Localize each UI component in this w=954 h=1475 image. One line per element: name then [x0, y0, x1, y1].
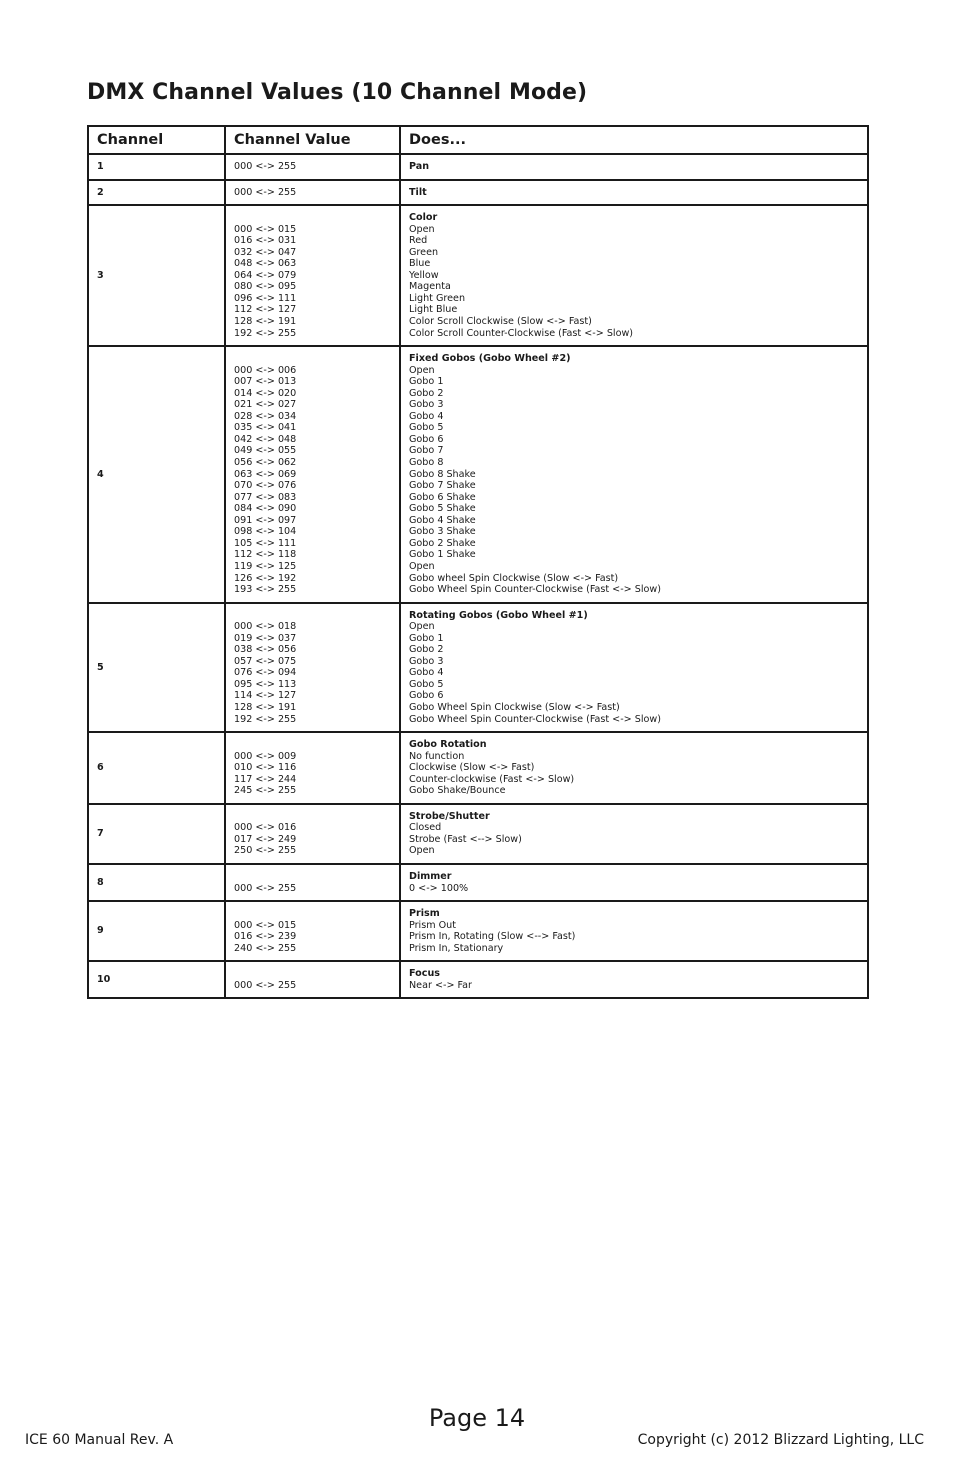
function-option: Gobo 2: [409, 387, 444, 399]
function-option: Gobo 7 Shake: [409, 480, 476, 492]
value-range: 117 <-> 244: [234, 773, 297, 785]
function-option: Gobo Wheel Spin Counter-Clockwise (Fast <-> Slow): [409, 584, 661, 596]
value-range: 000 <-> 015: [234, 223, 297, 235]
function-option: Closed: [409, 822, 442, 834]
function-option: Gobo 4: [409, 410, 444, 422]
channel-number: 5: [88, 603, 225, 732]
header-does: Does...: [400, 126, 868, 154]
value-range: 095 <-> 113: [234, 678, 297, 690]
value-range: 017 <-> 249: [234, 833, 297, 845]
value-range: 112 <-> 118: [234, 549, 297, 561]
value-range: 019 <-> 037: [234, 632, 297, 644]
function-name: Pan: [409, 161, 430, 172]
value-range: 042 <-> 048: [234, 433, 297, 445]
value-range: 056 <-> 062: [234, 457, 297, 469]
function-option: Gobo 1: [409, 632, 444, 644]
channel-value-cell: [225, 205, 400, 346]
function-name: Color: [409, 212, 438, 224]
function-option: Yellow: [409, 269, 439, 281]
function-option: Gobo Shake/Bounce: [409, 785, 506, 797]
function-option: No function: [409, 750, 465, 762]
function-option: Gobo 6: [409, 433, 444, 445]
function-option: Gobo 6: [409, 690, 444, 702]
function-option: Light Blue: [409, 304, 458, 316]
function-option: Counter-clockwise (Fast <-> Slow): [409, 773, 575, 785]
function-option: Prism In, Stationary: [409, 942, 504, 954]
channel-value-cell: [225, 732, 400, 804]
value-range: 049 <-> 055: [234, 445, 297, 457]
function-name: Tilt: [409, 186, 427, 198]
value-spacer: [234, 968, 391, 980]
value-range: 192 <-> 255: [234, 713, 297, 725]
footer-copyright: Copyright (c) 2012 Blizzard Lighting, LLC: [637, 1432, 924, 1448]
value-range: 080 <-> 095: [234, 281, 297, 293]
value-range: 016 <-> 239: [234, 931, 297, 943]
function-cell: [400, 961, 868, 998]
function-option: Gobo Wheel Spin Counter-Clockwise (Fast <-> Slow): [409, 713, 661, 725]
function-option: Gobo wheel Spin Clockwise (Slow <-> Fast): [409, 572, 619, 584]
value-range: 077 <-> 083: [234, 491, 297, 503]
channel-number: 3: [88, 205, 225, 346]
value-spacer: [234, 908, 391, 920]
value-spacer: [234, 739, 391, 751]
value-spacer: [234, 610, 391, 622]
value-range: 028 <-> 034: [234, 410, 297, 422]
value-range: 192 <-> 255: [234, 327, 297, 339]
function-option: Color Scroll Counter-Clockwise (Fast <-> Slow): [409, 327, 634, 339]
function-cell: [400, 154, 868, 180]
footer-manual-title: ICE 60 Manual Rev. A: [25, 1432, 174, 1448]
function-option: Color Scroll Clockwise (Slow <-> Fast): [409, 316, 592, 328]
value-range: 010 <-> 116: [234, 762, 297, 774]
function-cell: [400, 603, 868, 732]
value-range: 245 <-> 255: [234, 785, 297, 797]
function-option: Open: [409, 223, 435, 235]
dmx-channel-table: [87, 125, 869, 999]
value-range: 000 <-> 018: [234, 621, 297, 633]
function-option: Gobo 3: [409, 655, 444, 667]
function-cell: [400, 346, 868, 602]
value-range: 193 <-> 255: [234, 584, 297, 596]
value-range: 064 <-> 079: [234, 269, 297, 281]
value-range: 119 <-> 125: [234, 560, 297, 572]
function-option: Gobo 1: [409, 376, 444, 388]
function-option: Open: [409, 560, 435, 572]
table-body: [88, 154, 868, 998]
function-cell: [400, 804, 868, 864]
value-range: 032 <-> 047: [234, 246, 297, 258]
function-option: Gobo 2 Shake: [409, 537, 476, 549]
function-option: Prism Out: [409, 919, 457, 931]
function-option: Blue: [409, 258, 431, 270]
channel-number: 6: [88, 732, 225, 804]
function-option: Gobo 5 Shake: [409, 503, 476, 515]
function-option: Gobo 7: [409, 445, 444, 457]
function-option: Gobo Wheel Spin Clockwise (Slow <-> Fast): [409, 701, 620, 713]
value-spacer: [234, 811, 391, 823]
function-option: 0 <-> 100%: [409, 882, 469, 894]
channel-value-cell: [225, 961, 400, 998]
function-cell: [400, 205, 868, 346]
function-option: Strobe (Fast <--> Slow): [409, 833, 522, 845]
channel-value-cell: [225, 603, 400, 732]
value-range: 126 <-> 192: [234, 572, 297, 584]
channel-number: 2: [88, 180, 225, 206]
value-spacer: [234, 212, 391, 224]
value-range: 128 <-> 191: [234, 701, 297, 713]
function-cell: [400, 901, 868, 961]
value-range: 000 <-> 255: [234, 882, 297, 894]
function-name: Prism: [409, 908, 440, 920]
value-range: 240 <-> 255: [234, 942, 297, 954]
table-row: [88, 961, 868, 998]
function-name: Strobe/Shutter: [409, 810, 490, 822]
channel-number: 1: [88, 154, 225, 180]
function-option: Near <-> Far: [409, 979, 473, 991]
value-range: 021 <-> 027: [234, 399, 297, 411]
channel-number: 4: [88, 346, 225, 602]
value-range: 035 <-> 041: [234, 422, 297, 434]
value-range: 096 <-> 111: [234, 292, 297, 304]
table-row: [88, 864, 868, 901]
function-option: Red: [409, 235, 428, 247]
value-range: 250 <-> 255: [234, 845, 297, 857]
function-option: Gobo 5: [409, 422, 444, 434]
channel-value-cell: [225, 864, 400, 901]
header-channel-value: Channel Value: [225, 126, 400, 154]
function-option: Light Green: [409, 292, 466, 304]
function-cell: [400, 180, 868, 206]
function-option: Open: [409, 364, 435, 376]
function-option: Open: [409, 621, 435, 633]
function-option: Gobo 4: [409, 667, 444, 679]
value-range: 000 <-> 255: [234, 186, 297, 198]
value-range: 070 <-> 076: [234, 480, 297, 492]
header-channel: Channel: [88, 126, 225, 154]
function-option: Gobo 4 Shake: [409, 514, 476, 526]
channel-value-cell: [225, 180, 400, 206]
value-range: 114 <-> 127: [234, 690, 297, 702]
value-range: 000 <-> 255: [234, 161, 297, 172]
value-range: 014 <-> 020: [234, 387, 297, 399]
value-range: 000 <-> 015: [234, 919, 297, 931]
value-spacer: [234, 353, 391, 365]
value-range: 000 <-> 009: [234, 750, 297, 762]
function-name: Gobo Rotation: [409, 739, 487, 751]
table-row: [88, 180, 868, 206]
value-range: 000 <-> 016: [234, 822, 297, 834]
value-range: 063 <-> 069: [234, 468, 297, 480]
value-spacer: [234, 871, 391, 883]
function-option: Gobo 3: [409, 399, 444, 411]
function-option: Gobo 1 Shake: [409, 549, 476, 561]
page-title: DMX Channel Values (10 Channel Mode): [87, 80, 588, 105]
value-range: 048 <-> 063: [234, 258, 297, 270]
function-cell: [400, 864, 868, 901]
value-range: 084 <-> 090: [234, 503, 297, 515]
table-row: [88, 732, 868, 804]
table-row: [88, 901, 868, 961]
table-header-row: [88, 126, 868, 154]
channel-number: 8: [88, 864, 225, 901]
function-cell: [400, 732, 868, 804]
channel-number: 10: [88, 961, 225, 998]
function-name: Fixed Gobos (Gobo Wheel #2): [409, 353, 571, 365]
table-row: [88, 346, 868, 602]
value-range: 007 <-> 013: [234, 376, 297, 388]
table-row: [88, 603, 868, 732]
value-range: 105 <-> 111: [234, 537, 297, 549]
function-option: Gobo 8 Shake: [409, 468, 476, 480]
channel-number: 7: [88, 804, 225, 864]
channel-value-cell: [225, 346, 400, 602]
value-range: 038 <-> 056: [234, 644, 297, 656]
function-name: Focus: [409, 968, 440, 980]
function-option: Gobo 3 Shake: [409, 526, 476, 538]
function-option: Gobo 8: [409, 457, 444, 469]
table-row: [88, 804, 868, 864]
function-option: Gobo 6 Shake: [409, 491, 476, 503]
function-option: Gobo 5: [409, 678, 444, 690]
function-name: Dimmer: [409, 870, 452, 882]
value-range: 098 <-> 104: [234, 526, 297, 538]
channel-value-cell: [225, 901, 400, 961]
table-row: [88, 205, 868, 346]
function-option: Open: [409, 845, 435, 857]
function-option: Green: [409, 246, 439, 258]
value-range: 057 <-> 075: [234, 655, 297, 667]
channel-value-cell: [225, 154, 400, 180]
channel-number: 9: [88, 901, 225, 961]
table-row: [88, 154, 868, 180]
function-option: Magenta: [409, 281, 451, 293]
function-option: Clockwise (Slow <-> Fast): [409, 762, 535, 774]
channel-value-cell: [225, 804, 400, 864]
value-range: 016 <-> 031: [234, 235, 297, 247]
value-range: 091 <-> 097: [234, 514, 297, 526]
value-range: 112 <-> 127: [234, 304, 297, 316]
function-name: Rotating Gobos (Gobo Wheel #1): [409, 609, 588, 621]
value-range: 000 <-> 006: [234, 364, 297, 376]
function-option: Gobo 2: [409, 644, 444, 656]
value-range: 128 <-> 191: [234, 316, 297, 328]
function-option: Prism In, Rotating (Slow <--> Fast): [409, 931, 576, 943]
value-range: 076 <-> 094: [234, 667, 297, 679]
value-range: 000 <-> 255: [234, 979, 297, 991]
page-number: Page 14: [428, 1404, 526, 1432]
